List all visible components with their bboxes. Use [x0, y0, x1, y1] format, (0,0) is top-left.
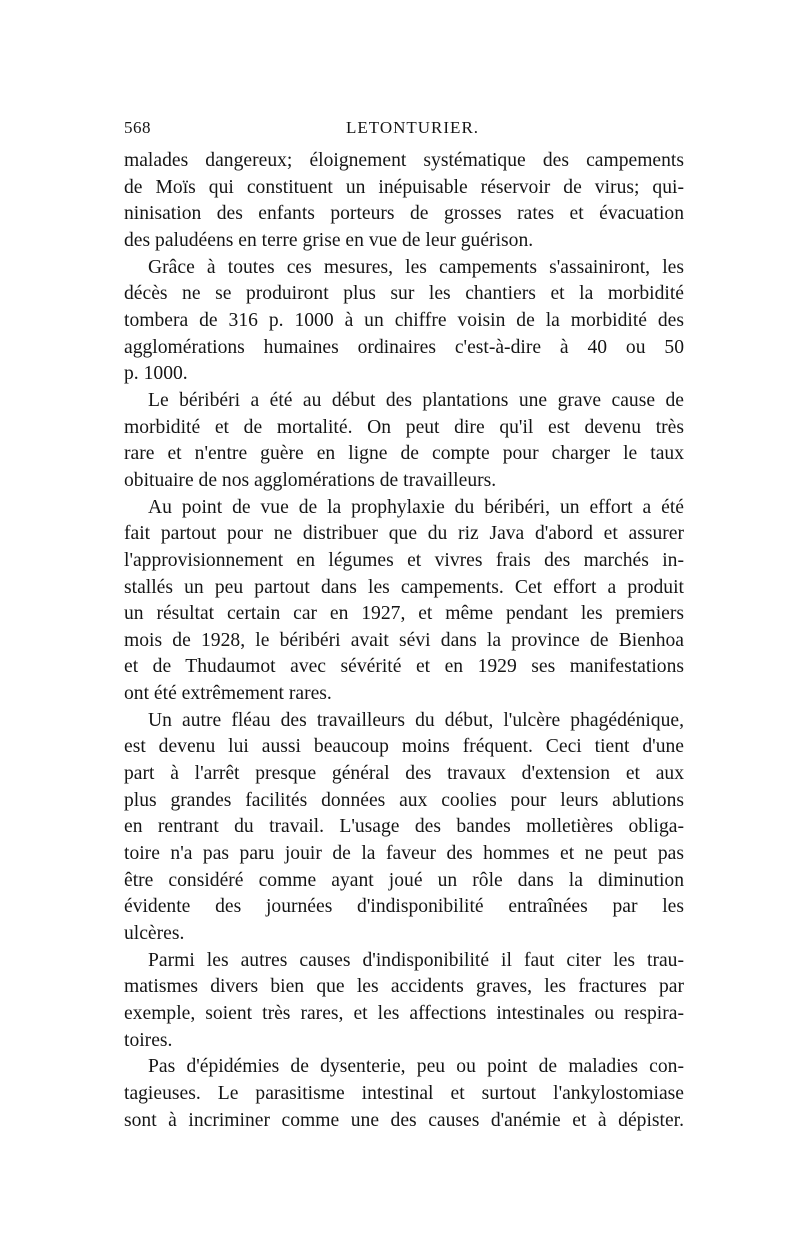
- text-line: et de Thudaumot avec sévérité et en 1929 ses manifestations: [124, 656, 684, 678]
- text-line: morbidité et de mortalité. On peut dire qu'il est devenu très: [124, 416, 684, 438]
- text-line: Le béribéri a été au début des plantations une grave cause de: [148, 389, 684, 411]
- text-line: des paludéens en terre grise en vue de leur guérison.: [124, 229, 534, 251]
- text-line: ulcères.: [124, 923, 185, 945]
- text-line: est devenu lui aussi beaucoup moins fréquent. Ceci tient d'une: [124, 736, 684, 758]
- paragraph-2: [124, 255, 684, 388]
- text-line: malades dangereux; éloignement systématique des campements: [124, 150, 684, 171]
- text-line: Parmi les autres causes d'indisponibilité il faut citer les trau-: [148, 949, 684, 971]
- text-line: l'approvisionnement en légumes et vivres frais des marchés in-: [124, 549, 684, 571]
- text-line: mois de 1928, le béribéri avait sévi dans la province de Bienhoa: [124, 629, 684, 651]
- paragraph-6: [124, 948, 684, 1055]
- text-line: évidente des journées d'indisponibilité entraînées par les: [124, 896, 684, 918]
- text-line: décès ne se produiront plus sur les chantiers et la morbidité: [124, 283, 684, 305]
- text-line: Un autre fléau des travailleurs du début, l'ulcère phagédénique,: [148, 709, 684, 731]
- text-line: p. 1000.: [124, 363, 188, 385]
- text-line: stallés un peu partout dans les campements. Cet effort a produit: [124, 576, 684, 598]
- text-line: de Moïs qui constituent un inépuisable réservoir de virus; qui-: [124, 176, 684, 198]
- text-line: fait partout pour ne distribuer que du riz Java d'abord et assurer: [124, 523, 684, 545]
- paragraph-1: [124, 148, 684, 255]
- text-line: rare et n'entre guère en ligne de compte pour charger le taux: [124, 443, 684, 465]
- book-page: [124, 118, 684, 1134]
- text-line: ont été extrêmement rares.: [124, 683, 332, 705]
- text-line: exemple, soient très rares, et les affections intestinales ou respira-: [124, 1003, 684, 1024]
- text-line: ninisation des enfants porteurs de grosses rates et évacuation: [124, 203, 684, 225]
- text-line: Grâce à toutes ces mesures, les campements s'assainiront, les: [148, 256, 684, 278]
- text-line: en rentrant du travail. L'usage des bandes molletières obliga-: [124, 816, 684, 838]
- page-number: 568: [124, 118, 151, 137]
- text-line: matismes divers bien que les accidents graves, les fractures par: [124, 976, 684, 998]
- text-line: Pas d'épidémies de dysenterie, peu ou point de maladies con-: [148, 1056, 684, 1078]
- text-line: plus grandes facilités données aux coolies pour leurs ablutions: [124, 789, 684, 811]
- paragraph-5: [124, 708, 684, 948]
- page-header: [124, 118, 684, 148]
- text-line: part à l'arrêt presque général des travaux d'extension et aux: [124, 763, 684, 785]
- text-line: Au point de vue de la prophylaxie du béribéri, un effort a été: [148, 496, 684, 518]
- text-line: toires.: [124, 1029, 173, 1051]
- text-line: être considéré comme ayant joué un rôle dans la diminution: [124, 869, 684, 891]
- paragraph-4: [124, 495, 684, 708]
- running-title: LETONTURIER.: [346, 118, 480, 137]
- body-text: [124, 148, 684, 1134]
- text-line: agglomérations humaines ordinaires c'est-à-dire à 40 ou 50: [124, 336, 684, 358]
- text-line: un résultat certain car en 1927, et même pendant les premiers: [124, 603, 684, 625]
- paragraph-3: [124, 388, 684, 495]
- text-line: obituaire de nos agglomérations de travailleurs.: [124, 469, 497, 491]
- text-line: tagieuses. Le parasitisme intestinal et surtout l'ankylostomiase: [124, 1082, 684, 1104]
- text-line: toire n'a pas paru jouir de la faveur des hommes et ne peut pas: [124, 843, 684, 865]
- text-line: sont à incriminer comme une des causes d'anémie et à dépister.: [124, 1109, 684, 1131]
- paragraph-7: [124, 1054, 684, 1134]
- text-line: tombera de 316 p. 1000 à un chiffre voisin de la morbidité des: [124, 309, 684, 331]
